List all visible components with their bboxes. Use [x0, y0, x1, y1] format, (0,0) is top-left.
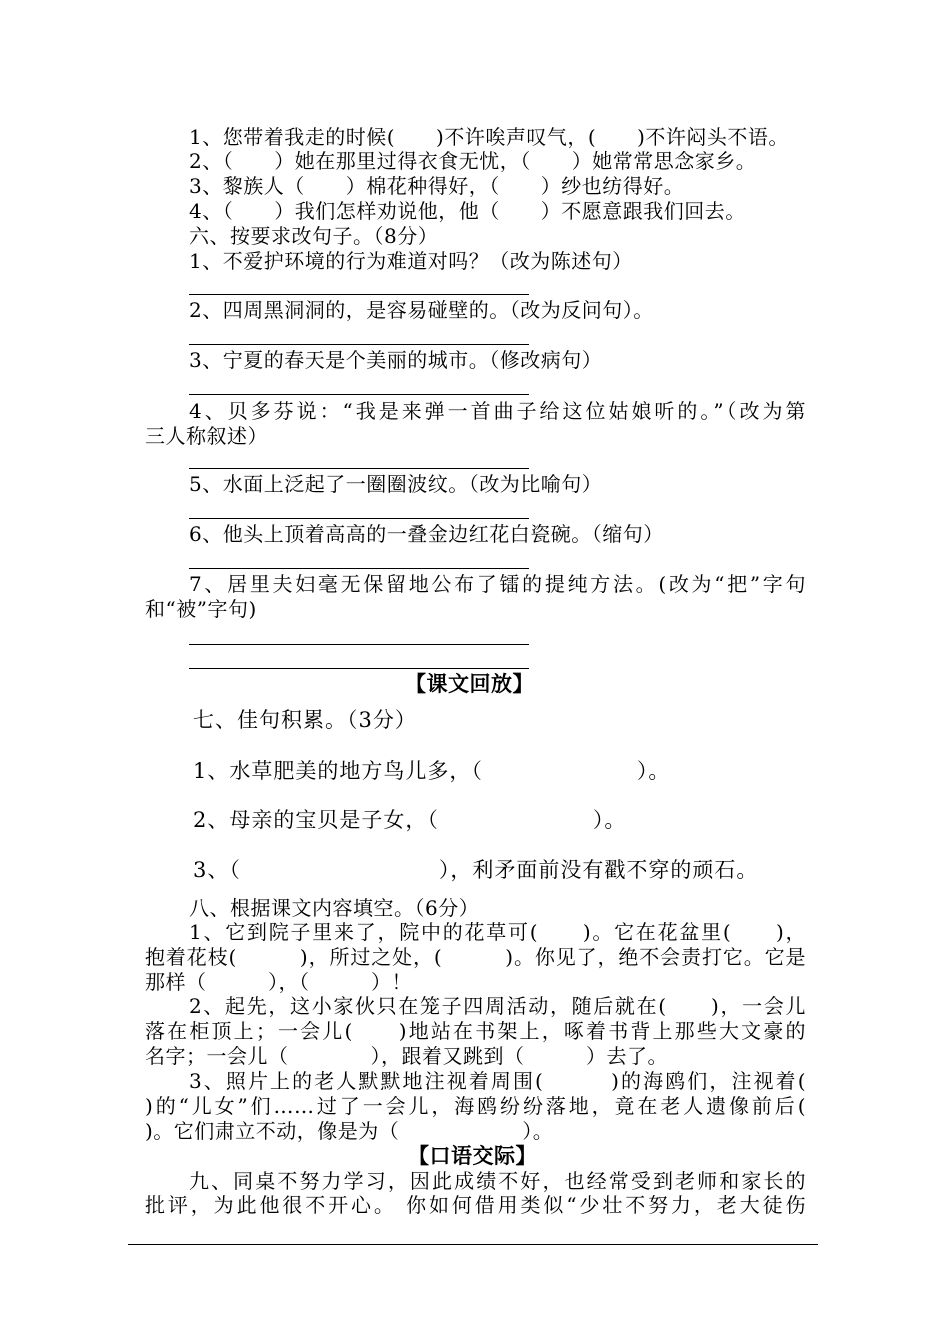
section7-q3: 3、（ ），利矛面前没有戳不穿的顽石。: [193, 858, 759, 882]
section9-line1: 九、同桌不努力学习，因此成绩不好，也经常受到老师和家长的: [189, 1169, 806, 1193]
section6-title: 六、按要求改句子。（8分）: [189, 224, 439, 248]
fill-line-2: 2、（ ）她在那里过得衣食无忧，（ ）她常常思念家乡。: [189, 149, 757, 173]
section8-p2-line1: 2、起先，这小家伙只在笼子四周活动，随后就在( )，一会儿: [189, 994, 806, 1018]
section6-q4-line1: 4、贝多芬说：“我是来弹一首曲子给这位姑娘听的。”（改为第: [189, 399, 806, 423]
section8-p2-line2: 落在柜顶上；一会儿( )地站在书架上，啄着书背上那些大文豪的: [145, 1019, 806, 1043]
section8-p1-line3: 那样（ ），（ ）！: [145, 970, 412, 994]
section7-title: 七、佳句积累。（3分）: [193, 708, 417, 732]
heading-kewen-huifang: 【课文回放】: [405, 671, 534, 696]
section8-p3-line3: )。它们肃立不动，像是为（ ）。: [145, 1119, 554, 1143]
section6-q3: 3、宁夏的春天是个美丽的城市。（修改病句）: [189, 348, 603, 372]
answer-line[interactable]: [189, 644, 529, 645]
page-footer-rule: [128, 1244, 818, 1245]
section6-q7-line1: 7、居里夫妇毫无保留地公布了镭的提纯方法。(改为“把”字句: [189, 572, 806, 596]
section8-p2-line3: 名字；一会儿（ ），跟着又跳到（ ）去了。: [145, 1044, 668, 1068]
section6-q5: 5、水面上泛起了一圈圈波纹。（改为比喻句）: [189, 472, 603, 496]
answer-line[interactable]: [189, 668, 529, 669]
section6-q4-line2: 三人称叙述）: [145, 424, 268, 448]
section8-p3-line1: 3、照片上的老人默默地注视着周围( )的海鸥们，注视着(: [189, 1069, 806, 1093]
heading-kouyu-jiaoji: 【口语交际】: [408, 1143, 537, 1168]
answer-line[interactable]: [189, 568, 529, 569]
answer-line[interactable]: [189, 394, 529, 395]
section8-p1-line1: 1、它到院子里来了，院中的花草可( )。它在花盆里( )，: [189, 920, 806, 944]
answer-line[interactable]: [189, 294, 529, 295]
section6-q7-line2: 和“被”字句): [145, 597, 257, 621]
answer-line[interactable]: [189, 518, 529, 519]
fill-line-4: 4、（ ）我们怎样劝说他，他（ ）不愿意跟我们回去。: [189, 199, 746, 223]
answer-line[interactable]: [189, 344, 529, 345]
section6-q1: 1、不爱护环境的行为难道对吗？（改为陈述句）: [189, 249, 633, 273]
section7-q2: 2、母亲的宝贝是子女，（ ）。: [193, 808, 627, 832]
section7-q1: 1、水草肥美的地方鸟儿多，（ ）。: [193, 759, 671, 783]
section8-title: 八、根据课文内容填空。（6分）: [189, 896, 480, 920]
section8-p1-line2: 抱着花枝( )，所过之处，( )。你见了，绝不会责打它。它是: [145, 945, 806, 969]
section8-p3-line2: )的“儿女”们……过了一会儿，海鸥纷纷落地，竟在老人遗像前后(: [145, 1094, 806, 1118]
section6-q6: 6、他头上顶着高高的一叠金边红花白瓷碗。（缩句）: [189, 522, 664, 546]
section9-line2: 批评，为此他很不开心。 你如何借用类似“少壮不努力，老大徒伤: [145, 1193, 806, 1217]
fill-line-3: 3、黎族人（ ）棉花种得好，（ ）纱也纺得好。: [189, 174, 685, 198]
answer-line[interactable]: [189, 468, 529, 469]
section6-q2: 2、四周黑洞洞的，是容易碰壁的。（改为反问句）。: [189, 298, 654, 322]
fill-line-1: 1、您带着我走的时候( )不许唉声叹气，( )不许闷头不语。: [189, 125, 789, 149]
